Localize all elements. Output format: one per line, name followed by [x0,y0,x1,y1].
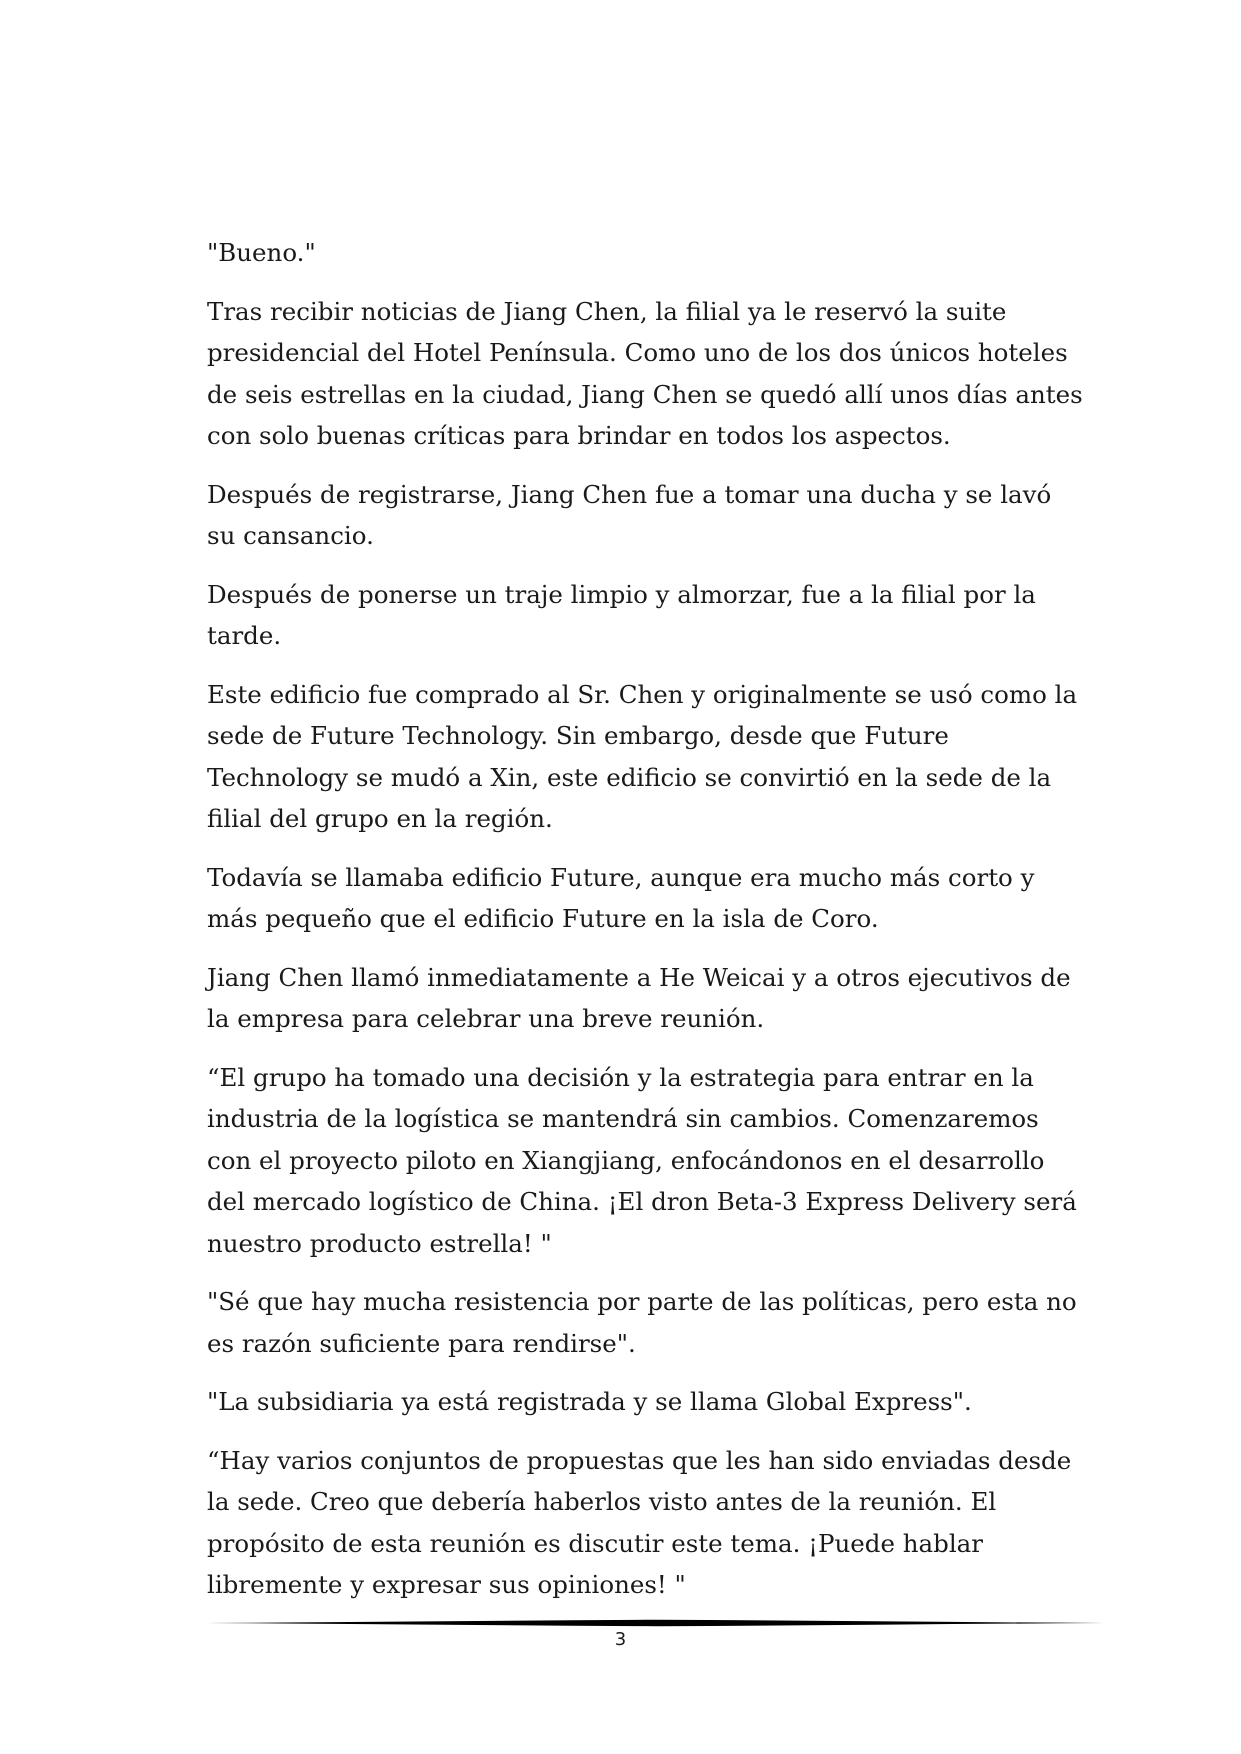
footer-rule-shape [207,1620,1104,1626]
paragraph-9: "Sé que hay mucha resistencia por parte de las políticas, pero esta no es razón suficiente para rendirse". [207,1287,1077,1358]
paragraph-11: “Hay varios conjuntos de propuestas que les han sido enviadas desde la sede. Creo que debería haberlos visto antes de la reunión. El propósito de esta reunión es discutir este tema. ¡Puede hablar libremente y expresar sus opiniones! " [207,1445,1072,1599]
paragraph-6: Todavía se llamaba edificio Future, aunque era mucho más corto y más pequeño que el edificio Future en la isla de Coro. [207,862,1035,933]
paragraph-2: Tras recibir noticias de Jiang Chen, la filial ya le reservó la suite presidencial del Hotel Península. Como uno de los dos únicos hoteles de seis estrellas en la ciudad, Jiang Chen se quedó allí unos días antes con solo buenas críticas para brindar en todos los aspectos. [207,296,1083,450]
paragraph-10: "La subsidiaria ya está registrada y se llama Global Express". [207,1387,972,1416]
footer-rule [207,1617,1104,1629]
paragraph-8: “El grupo ha tomado una decisión y la estrategia para entrar en la industria de la logística se mantendrá sin cambios. Comenzaremos con el proyecto piloto en Xiangjiang, enfocándonos en el desarrollo del mercado logístico de China. ¡El dron Beta-3 Express Delivery será nuestro producto estrella! " [207,1062,1077,1258]
paragraph-1: "Bueno." [207,238,316,267]
paragraph-7: Jiang Chen llamó inmediatamente a He Weicai y a otros ejecutivos de la empresa para celebrar una breve reunión. [207,962,1071,1033]
paragraph-4: Después de ponerse un traje limpio y almorzar, fue a la filial por la tarde. [207,579,1036,650]
paragraph-5: Este edificio fue comprado al Sr. Chen y originalmente se usó como la sede de Future Technology. Sin embargo, desde que Future Technology se mudó a Xin, este edificio se convirtió en la sede de la filial del grupo en la región. [207,679,1078,833]
body-text [207,232,1087,1623]
page-number: 3 [614,1629,627,1650]
paragraph-3: Después de registrarse, Jiang Chen fue a tomar una ducha y se lavó su cansancio. [207,479,1052,550]
